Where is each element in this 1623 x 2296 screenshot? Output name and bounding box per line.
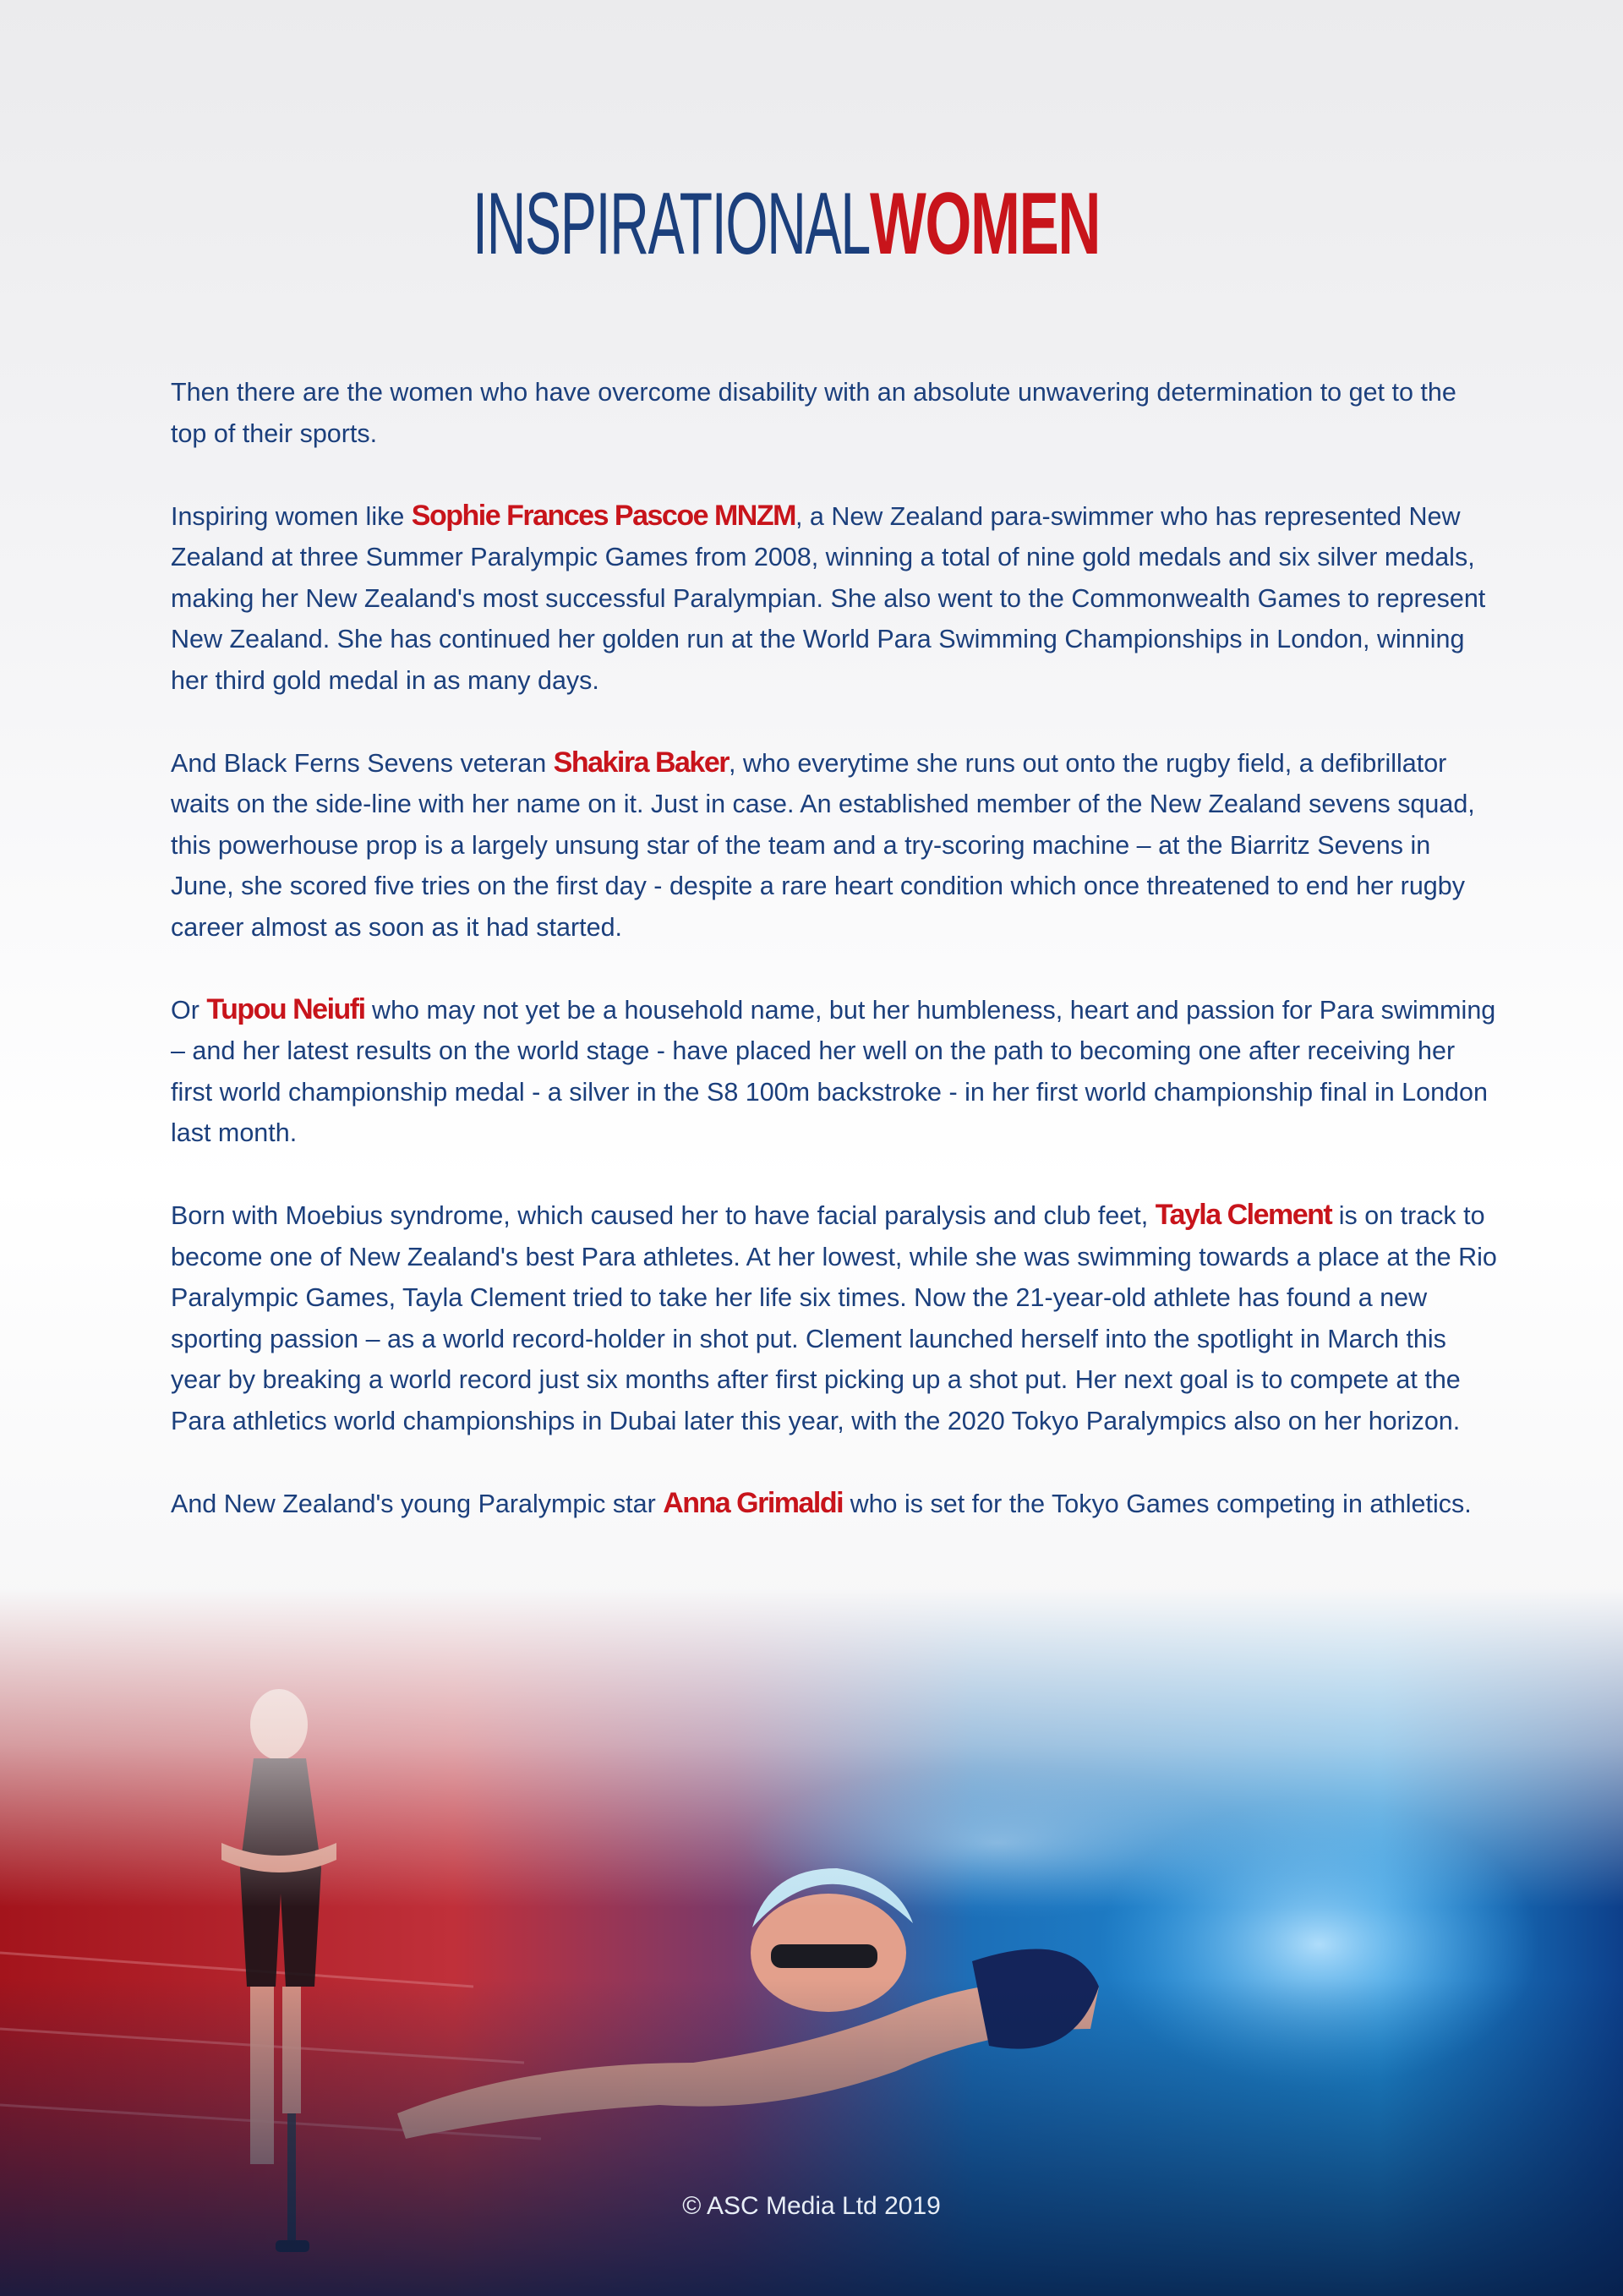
athlete-name-sophie-pascoe: Sophie Frances Pascoe MNZM [411, 499, 795, 532]
paragraph-shakira-baker [171, 742, 1498, 948]
paragraph-sophie-pascoe [171, 495, 1498, 702]
paragraph-text: who is set for the Tokyo Games competing in athletics. [843, 1489, 1472, 1518]
athlete-name-tupou-neiufi: Tupou Neiufi [206, 992, 365, 1025]
paragraph-text: Born with Moebius syndrome, which caused her to have facial paralysis and club feet, [171, 1201, 1156, 1230]
paragraph-text: is on track to become one of New Zealand's best Para athletes. At her lowest, while she was swimming towards a place at the Rio Paralympic Games, Tayla Clement tried to take her life six times. Now the 21-year-old athlete has found a new sporting passion – as a world record-holder in shot put. Clement launched herself into the spotlight in March this year by breaking a world record just six months after first picking up a shot put. Her next goal is to compete at the Para athletics world championships in Dubai later this year, with the 2020 Tokyo Paralympics also on her horizon. [171, 1201, 1497, 1435]
paragraph-text: And New Zealand's young Paralympic star [171, 1489, 664, 1518]
paragraph-text: , a New Zealand para-swimmer who has represented New Zealand at three Summer Paralympic Games from 2008, winning a total of nine gold medals and six silver medals, making her New Zealand's most successful Paralympian. She also went to the Commonwealth Games to represent New Zealand. She has continued her golden run at the World Para Swimming Championships in London, winning her third gold medal in as many days. [171, 501, 1486, 695]
paragraph-text: And Black Ferns Sevens veteran [171, 748, 554, 778]
swimmer-banner-image [0, 1589, 1623, 2296]
paragraph-tayla-clement [171, 1194, 1498, 1441]
athlete-name-shakira-baker: Shakira Baker [553, 746, 729, 779]
page-title [0, 173, 1606, 275]
title-light: INSPIRATIONAL [472, 175, 870, 273]
athlete-name-tayla-clement: Tayla Clement [1155, 1199, 1332, 1231]
paragraph-anna-grimaldi [171, 1483, 1498, 1525]
copyright-notice: © ASC Media Ltd 2019 [682, 2192, 941, 2220]
article-body [171, 372, 1498, 1566]
paragraph-tupou-neiufi [171, 989, 1498, 1154]
paragraph-text: Or [171, 995, 207, 1025]
paragraph-text: , who everytime she runs out onto the rugby field, a defibrillator waits on the side-line with her name on it. Just in case. An established member of the New Zealand sevens squad, this powerhouse prop is a largely unsung star of the team and a try-scoring machine – at the Biarritz Sevens in June, she scored five tries on the first day - despite a rare heart condition which once threatened to end her rugby career almost as soon as it had started. [171, 748, 1475, 942]
paragraph-text: who may not yet be a household name, but her humbleness, heart and passion for Para swimming – and her latest results on the world stage - have placed her well on the path to becoming one after receiving her first world championship medal - a silver in the S8 100m backstroke - in her first world championship final in London last month. [171, 995, 1496, 1147]
paragraph-text: Inspiring women like [171, 501, 412, 531]
title-bold: WOMEN [869, 175, 1101, 273]
athlete-name-anna-grimaldi: Anna Grimaldi [663, 1486, 844, 1519]
paragraph-intro: Then there are the women who have overcome disability with an absolute unwavering determination to get to the top of their sports. [171, 378, 1456, 448]
